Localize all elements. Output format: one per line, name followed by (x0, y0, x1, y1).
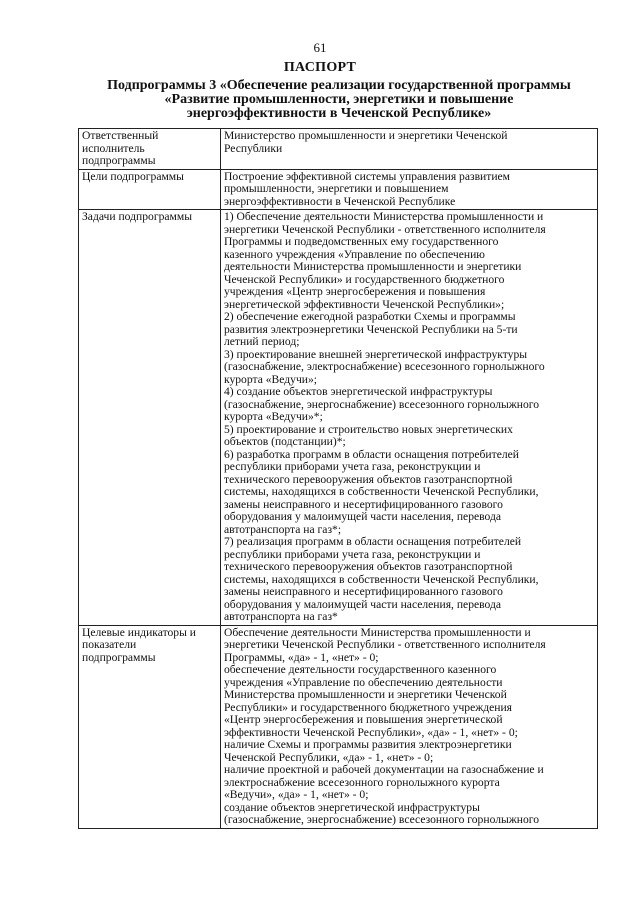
table-row (79, 625, 598, 828)
row-label-line: показатели (82, 639, 137, 651)
row-value-line: 4) создание объектов энергетической инфраструктуры (224, 386, 493, 398)
row-value-line: промышленности, энергетики и повышением (224, 183, 449, 195)
row-value-line: Программы и подведомственных ему государственного (224, 236, 499, 248)
row-value-line: технического перевооружения объектов газотранспортной (224, 473, 513, 486)
row-value-line: Министерство промышленности и энергетики Чеченской (224, 130, 508, 142)
row-value-line: (газоснабжение, электроснабжение) всесезонного горнолыжного (224, 361, 545, 373)
row-value-line: 3) проектирование внешней энергетической инфраструктуры (224, 348, 528, 361)
row-value-line: Построение эффективной системы управления развитием (224, 170, 511, 183)
row-value-line: казенного учреждения «Управление по обеспечению (224, 248, 485, 261)
row-value-line: республики приборами учета газа, реконструкции и (224, 548, 481, 561)
row-value-line: оборудования у малоимущей части населения, перевода (224, 511, 502, 523)
document-title: ПАСПОРТ (283, 60, 357, 75)
row-value-line: системы, находящихся в собственности Чеченской Республики, (224, 486, 539, 498)
row-label-line: Цели подпрограммы (82, 170, 184, 183)
row-value-cell (221, 169, 598, 210)
row-value-line: летний период; (224, 336, 300, 348)
row-value-line: эффективности Чеченской Республики», «да» - 1, «нет» - 0; (224, 726, 518, 739)
row-value-line: 6) разработка программ в области оснащения потребителей (224, 448, 519, 461)
row-value-line: (газоснабжение, энергоснабжение) всесезонного горнолыжного (224, 398, 540, 411)
document-subtitle (70, 79, 608, 121)
row-value-line: объектов (подстанции)*; (224, 436, 346, 448)
table-row (79, 129, 598, 170)
row-value-line: обеспечение деятельности государственного казенного (224, 664, 497, 676)
row-value-line: Чеченской Республики» и государственного бюджетного (224, 273, 505, 286)
row-value-line: энергоэффективности в Чеченской Республике (224, 195, 456, 208)
row-value-line: Министерства промышленности и энергетики Чеченской (224, 689, 507, 701)
row-label-line: исполнитель (82, 142, 145, 155)
passport-table (78, 128, 598, 829)
row-value-line: 5) проектирование и строительство новых энергетических (224, 423, 513, 436)
row-value-line: развития электроэнергетики Чеченской Республики на 5-ти (224, 323, 518, 336)
row-value-line: замены неисправного и несертифицированного газового (224, 586, 503, 598)
row-value-line: 7) реализация программ в области оснащения потребителей (224, 536, 522, 548)
row-value-line: создание объектов энергетической инфраструктуры (224, 801, 480, 814)
row-value-line: курорта «Ведучи»; (224, 373, 318, 386)
row-label-line: подпрограммы (82, 651, 156, 664)
row-label-cell (79, 625, 221, 828)
row-value-line: замены неисправного и несертифицированного газового (224, 498, 503, 511)
row-value-line: наличие проектной и рабочей документации на газоснабжение и (224, 764, 544, 776)
table-row (79, 169, 598, 210)
row-value-line: «Центр энергосбережения и повышения энергетической (224, 714, 503, 726)
row-label-cell (79, 210, 221, 626)
subtitle-line: энергоэффективности в Чеченской Республике» (186, 106, 492, 121)
row-label-line: подпрограммы (82, 155, 156, 167)
row-value-line: автотранспорта на газ*; (224, 523, 342, 536)
row-value-line: Республики» и государственного бюджетного учреждения (224, 701, 513, 714)
row-value-line: энергетической эффективности Чеченской Республики»; (224, 298, 505, 311)
row-value-line: Программы, «да» - 1, «нет» - 0; (224, 651, 379, 664)
row-value-line: электроснабжение всесезонного горнолыжного курорта (224, 776, 500, 789)
table-row (79, 210, 598, 626)
row-label-line: Ответственный (82, 130, 159, 142)
row-value-line: энергетики Чеченской Республики - ответственного исполнителя (224, 639, 546, 651)
row-value-line: деятельности Министерства промышленности и энергетики (224, 261, 522, 273)
row-value-line: Обеспечение деятельности Министерства промышленности и (224, 626, 531, 639)
row-value-line: (газоснабжение, энергоснабжение) всесезонного горнолыжного (224, 814, 540, 826)
row-value-line: Чеченской Республики, «да» - 1, «нет» - 0; (224, 751, 434, 764)
row-value-line: оборудования у малоимущей части населения, перевода (224, 598, 502, 611)
row-value-line: системы, находящихся в собственности Чеченской Республики, (224, 573, 539, 586)
row-value-line: Республики (224, 142, 283, 155)
row-value-line: автотранспорта на газ* (224, 611, 338, 623)
subtitle-line: «Развитие промышленности, энергетики и повышение (164, 92, 514, 107)
row-label-cell (79, 169, 221, 210)
row-value-line: энергетики Чеченской Республики - ответственного исполнителя (224, 223, 546, 236)
row-label-cell (79, 129, 221, 170)
row-value-line: наличие Схемы и программы развития электроэнергетики (224, 739, 512, 751)
row-value-line: технического перевооружения объектов газотранспортной (224, 561, 513, 573)
row-value-line: курорта «Ведучи»*; (224, 411, 323, 423)
row-value-line: 1) Обеспечение деятельности Министерства промышленности и (224, 211, 544, 223)
page-number: 61 (313, 40, 327, 55)
passport-table-body (79, 129, 598, 829)
row-value-cell (221, 625, 598, 828)
row-value-cell (221, 210, 598, 626)
row-label-line: Целевые индикаторы и (82, 626, 196, 639)
row-value-line: «Ведучи», «да» - 1, «нет» - 0; (224, 789, 369, 801)
subtitle-line: Подпрограммы 3 «Обеспечение реализации государственной программы (107, 78, 571, 93)
row-label-line: Задачи подпрограммы (82, 211, 192, 223)
row-value-line: учреждения «Центр энергосбережения и повышения (224, 286, 486, 298)
row-value-line: 2) обеспечение ежегодной разработки Схемы и программы (224, 311, 516, 323)
row-value-cell (221, 129, 598, 170)
row-value-line: республики приборами учета газа, реконструкции и (224, 461, 481, 473)
row-value-line: учреждения «Управление по обеспечению деятельности (224, 676, 503, 689)
